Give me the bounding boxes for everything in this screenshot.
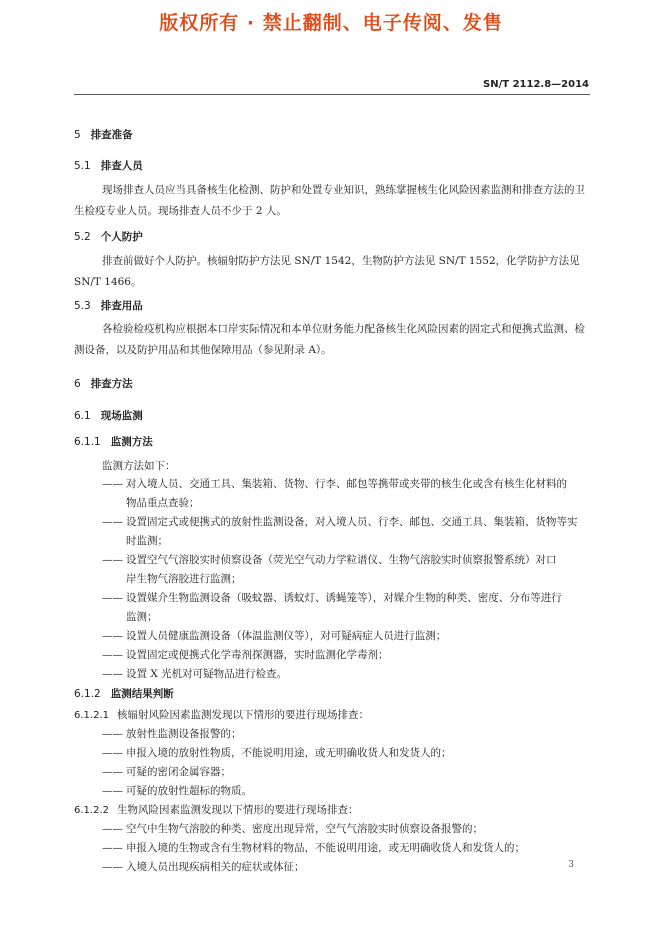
clause-text: 生物风险因素监测发现以下情形的要进行现场排查： (117, 804, 359, 816)
list-item (102, 725, 590, 744)
clause-number: 6.1.2.1 (74, 710, 109, 721)
section-number: 5.3 (74, 300, 91, 312)
list-item (102, 782, 590, 801)
standard-code: SN/T 2112.8—2014 (483, 79, 589, 90)
clause-6-1-2-2 (74, 801, 590, 820)
list-item (102, 551, 590, 589)
section-number: 5 (74, 129, 81, 141)
list-item-text: 空气中生物气溶胶的种类、密度出现异常，空气气溶胶实时侦察设备报警的； (126, 823, 483, 835)
section-number: 6.1.2 (74, 688, 101, 700)
list-item (102, 665, 590, 684)
list-item (102, 513, 590, 551)
list-dash: —— (102, 728, 123, 740)
section-title: 排查方法 (90, 378, 133, 390)
list-dash: —— (102, 785, 123, 797)
list-item-text: 设置媒介生物监测设备（吸蚊器、诱蚊灯、诱蝇笼等），对媒介生物的种类、密度、分布等进行 (126, 592, 562, 604)
list-item (102, 475, 590, 513)
section-6-heading (74, 376, 133, 392)
copyright-watermark: 版权所有 · 禁止翻制、电子传阅、发售 (159, 12, 503, 34)
header-divider (74, 94, 590, 95)
list-dash: —— (102, 516, 123, 528)
section-title: 排查准备 (90, 129, 133, 141)
list-dash: —— (102, 823, 123, 835)
list-item-text: 放射性监测设备报警的； (126, 728, 242, 740)
list-dash: —— (102, 668, 123, 680)
section-5-3-heading (74, 298, 143, 314)
section-6-1-1-heading (74, 434, 153, 450)
section-6-1-heading (74, 408, 143, 424)
list-item-text: 设置固定或便携式化学毒剂探测器，实时监测化学毒剂； (126, 649, 389, 661)
section-5-3-paragraph: 各检验检疫机构应根据本口岸实际情况和本单位财务能力配备核生化风险因素的固定式和便携式监测、检测设备，以及防护用品和其他保障用品（参见附录 A）。 (74, 323, 585, 356)
list-dash: —— (102, 747, 123, 759)
list-item (102, 627, 590, 646)
section-5-2-heading (74, 229, 143, 245)
list-item-text: 申报入境的生物或含有生物材料的物品，不能说明用途，或无明确收货人和发货人的； (126, 842, 525, 854)
list-item-continuation: 岸生物气溶胶进行监测； (126, 573, 242, 585)
list-item-text: 可疑的放射性超标的物质。 (126, 785, 252, 797)
list-dash: —— (102, 630, 123, 642)
section-number: 5.2 (74, 231, 91, 243)
list-item (102, 839, 590, 858)
list-dash: —— (102, 592, 123, 604)
list-item-text: 设置 X 光机对可疑物品进行检查。 (126, 668, 288, 680)
list-item (102, 763, 590, 782)
section-5-1-heading (74, 158, 143, 174)
page-number: 3 (568, 860, 574, 870)
section-title: 现场监测 (100, 410, 143, 422)
section-number: 5.1 (74, 160, 91, 172)
section-number: 6 (74, 378, 81, 390)
section-title: 监测结果判断 (110, 688, 174, 700)
list-dash: —— (102, 766, 123, 778)
section-title: 监测方法 (110, 436, 153, 448)
methods-intro: 监测方法如下： (102, 460, 176, 472)
list-item (102, 820, 590, 839)
clause-number: 6.1.2.2 (74, 805, 109, 816)
section-number: 6.1.1 (74, 436, 101, 448)
list-item-text: 入境人员出现疾病相关的症状或体征； (126, 861, 305, 873)
section-title: 排查用品 (100, 300, 143, 312)
list-item-text: 设置固定式或便携式的放射性监测设备，对入境人员、行李、邮包、交通工具、集装箱、货物等实 (126, 516, 578, 528)
list-dash: —— (102, 554, 123, 566)
list-item-text: 申报入境的放射性物质，不能说明用途，或无明确收货人和发货人的； (126, 747, 452, 759)
list-item (102, 744, 590, 763)
list-dash: —— (102, 649, 123, 661)
clause-text: 核辐射风险因素监测发现以下情形的要进行现场排查： (117, 709, 369, 721)
list-item-continuation: 时监测； (126, 535, 168, 547)
list-dash: —— (102, 478, 123, 490)
section-title: 个人防护 (100, 231, 143, 243)
section-6-1-2-heading (74, 686, 174, 702)
list-item-text: 设置人员健康监测设备（体温监测仪等），对可疑病症人员进行监测； (126, 630, 447, 642)
list-dash: —— (102, 842, 123, 854)
section-5-heading (74, 127, 133, 143)
clause-6-1-2-1 (74, 706, 590, 725)
list-item-continuation: 物品重点查验； (126, 497, 200, 509)
list-item (102, 646, 590, 665)
section-title: 排查人员 (100, 160, 143, 172)
list-item (102, 858, 590, 877)
list-dash: —— (102, 861, 123, 873)
section-5-1-paragraph: 现场排查人员应当具备核生化检测、防护和处置专业知识，熟练掌握核生化风险因素监测和排查方法的卫生检疫专业人员。现场排查人员不少于 2 人。 (74, 184, 585, 217)
list-item-continuation: 监测； (126, 611, 158, 623)
section-number: 6.1 (74, 410, 91, 422)
list-item-text: 可疑的密闭金属容器； (126, 766, 231, 778)
section-5-2-paragraph: 排查前做好个人防护。核辐射防护方法见 SN/T 1542，生物防护方法见 SN/T 1552，化学防护方法见 SN/T 1466。 (74, 255, 580, 288)
list-item-text: 设置空气气溶胶实时侦察设备（荧光空气动力学粒谱仪、生物气溶胶实时侦察报警系统）对口 (126, 554, 557, 566)
list-item (102, 589, 590, 627)
list-item-text: 对入境人员、交通工具、集装箱、货物、行李、邮包等携带或夹带的核生化或含有核生化材料的 (126, 478, 567, 490)
